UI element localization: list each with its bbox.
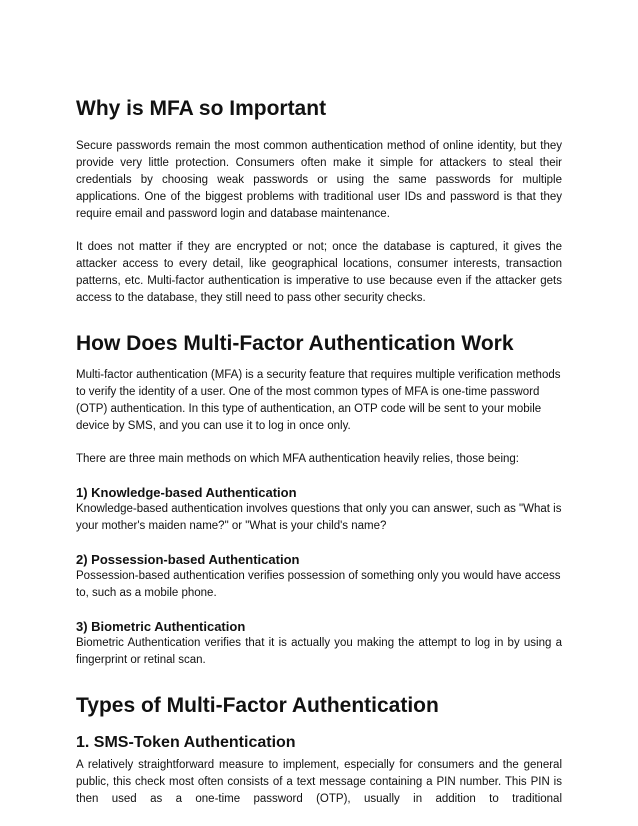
heading-biometric: 3) Biometric Authentication bbox=[76, 619, 246, 634]
paragraph-why-mfa-1: Secure passwords remain the most common authentication method of online identity, but they provide very little protection. Consumers often make it simple for attackers to steal their credentials by choosing weak passwords or using the same passwords for multiple applications. One of the biggest problems with traditional user IDs and password is that they require email and password login and database maintenance. bbox=[76, 140, 562, 220]
paragraph-possession-based: Possession-based authentication verifies possession of something only you would have access to, such as a mobile phone. bbox=[76, 570, 561, 599]
paragraph-knowledge-based: Knowledge-based authentication involves questions that only you can answer, such as "What is your mother's maiden name?" or "What is your child's name? bbox=[76, 503, 562, 532]
heading-how-mfa-works: How Does Multi-Factor Authentication Work bbox=[76, 332, 514, 355]
document-content bbox=[76, 96, 562, 808]
paragraph-how-mfa-2: There are three main methods on which MFA authentication heavily relies, those being: bbox=[76, 453, 519, 465]
heading-why-mfa-important: Why is MFA so Important bbox=[76, 97, 327, 120]
paragraph-biometric: Biometric Authentication verifies that it is actually you making the attempt to log in by using a fingerprint or retinal scan. bbox=[76, 637, 562, 666]
heading-sms-token: 1. SMS-Token Authentication bbox=[76, 734, 296, 751]
paragraph-why-mfa-2: It does not matter if they are encrypted or not; once the database is captured, it gives the attacker access to every detail, like geographical locations, consumer interests, transaction patterns, etc. Multi-factor authentication is imperative to use because even if the attacker gets access to the database, they still need to pass other security checks. bbox=[76, 241, 562, 304]
heading-types-of-mfa: Types of Multi-Factor Authentication bbox=[76, 694, 439, 717]
heading-possession-based: 2) Possession-based Authentication bbox=[76, 552, 300, 567]
paragraph-how-mfa-1: Multi-factor authentication (MFA) is a security feature that requires multiple verification methods to verify the identity of a user. One of the most common types of MFA is one-time password (OTP) authentication. In this type of authentication, an OTP code will be sent to your mobile device by SMS, and you can use it to log in once only. bbox=[76, 369, 561, 432]
paragraph-sms-token: A relatively straightforward measure to implement, especially for consumers and the general public, this check most often consists of a text message containing a PIN number. This PIN is then used as a one-time password (OTP), usually in addition to traditional bbox=[76, 759, 562, 805]
heading-knowledge-based: 1) Knowledge-based Authentication bbox=[76, 485, 297, 500]
